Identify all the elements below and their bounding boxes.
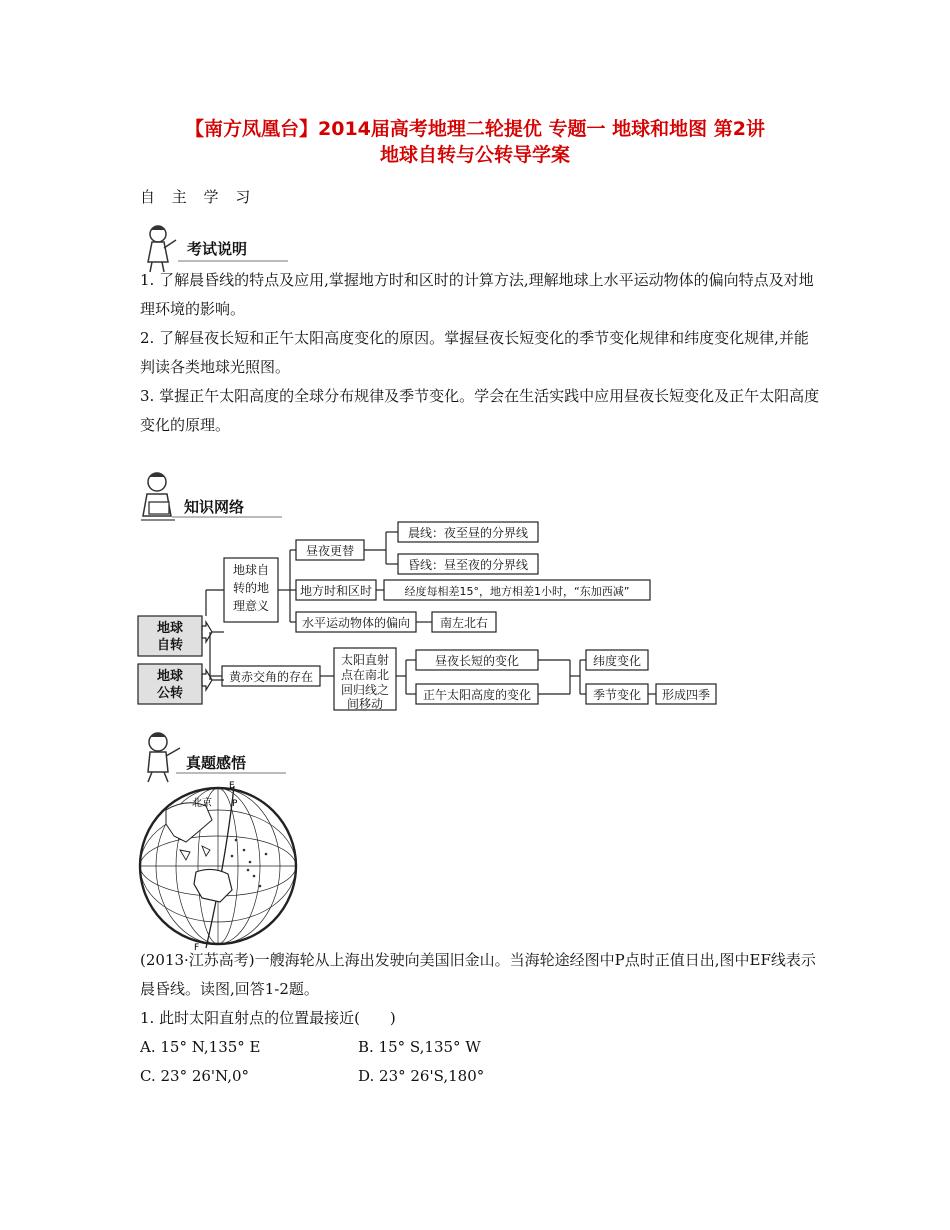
label-subsolar-4: 间移动 (346, 697, 384, 711)
question-1: 1. 此时太阳直射点的位置最接近( ) (140, 1009, 396, 1027)
badge-exam-underline (178, 260, 288, 262)
badge-exam: 考试说明 (187, 240, 248, 258)
label-earth-rotation-2: 自转 (156, 638, 184, 653)
label-deflection: 水平运动物体的偏向 (301, 616, 411, 630)
label-rotation-meaning-1: 地球自 (232, 563, 270, 577)
label-day-night: 昼夜更替 (305, 544, 355, 558)
label-noon-sun: 正午太阳高度的变化 (422, 688, 532, 702)
pointing-figure-icon (138, 728, 184, 784)
globe-map (136, 780, 300, 950)
exam-item-3: 3. 掌握正午太阳高度的全球分布规律及季节变化。学会在生活实践中应用昼夜长短变化及正午太阳高度变化的原理。 (140, 387, 820, 434)
label-obliquity: 黄赤交角的存在 (228, 670, 314, 684)
label-rotation-meaning-2: 转的地 (232, 581, 270, 595)
knowledge-network-diagram (130, 518, 730, 718)
label-dusk-line: 昏线：昼至夜的分界线 (407, 558, 529, 572)
option-c: C. 23° 26'N,0° (140, 1067, 250, 1085)
label-deflection-rule: 南左北右 (439, 616, 489, 630)
options-row-1 (140, 1033, 820, 1062)
label-subsolar-3: 回归线之 (340, 683, 390, 697)
label-beijing: 北京 (192, 798, 212, 809)
exam-item-1: 1. 了解晨昏线的特点及应用,掌握地方时和区时的计算方法,理解地球上水平运动物体的偏向特点及对地理环境的影响。 (140, 271, 814, 318)
label-earth-rotation-1: 地球 (156, 621, 184, 636)
label-latitude-change: 纬度变化 (592, 654, 642, 668)
question-block (140, 946, 820, 1091)
label-p: P (232, 799, 238, 809)
option-a: A. 15° N,135° E (140, 1038, 261, 1056)
label-local-time-rule: 经度每相差15°，地方相差1小时，“东加西减” (404, 585, 630, 598)
label-local-time: 地方时和区时 (299, 584, 373, 598)
exam-list (140, 266, 820, 440)
label-subsolar-1: 太阳直射 (340, 653, 390, 667)
title-line-1: 【南方凤凰台】2014届高考地理二轮提优 专题一 地球和地图 第2讲 (185, 118, 765, 140)
option-d: D. 23° 26'S,180° (358, 1067, 485, 1085)
label-e: E (229, 781, 235, 791)
badge-real: 真题感悟 (186, 754, 247, 772)
title-line-2: 地球自转与公转导学案 (379, 144, 570, 166)
label-four-seasons: 形成四季 (661, 688, 711, 702)
label-subsolar-2: 点在南北 (340, 668, 390, 682)
badge-real-underline (176, 772, 286, 774)
label-earth-revolution-2: 公转 (156, 686, 184, 701)
document-title (100, 116, 850, 168)
label-rotation-meaning-3: 理意义 (232, 599, 270, 613)
option-b: B. 15° S,135° W (358, 1038, 481, 1056)
label-earth-revolution-1: 地球 (156, 669, 184, 684)
options-row-2 (140, 1062, 820, 1091)
section-self-study: 自 主 学 习 (140, 188, 257, 206)
label-daylength: 昼夜长短的变化 (434, 654, 520, 668)
label-f: F (194, 943, 200, 950)
exam-item-2: 2. 了解昼夜长短和正午太阳高度变化的原因。掌握昼夜长短变化的季节变化规律和纬度变化规律,并能判读各类地球光照图。 (140, 329, 809, 376)
label-seasonal-change: 季节变化 (592, 688, 642, 702)
badge-network: 知识网络 (184, 498, 245, 516)
question-intro: (2013·江苏高考)一艘海轮从上海出发驶向美国旧金山。当海轮途经图中P点时正值日出,图中EF线表示晨昏线。读图,回答1-2题。 (140, 951, 816, 998)
label-dawn-line: 晨线：夜至昼的分界线 (407, 526, 529, 540)
